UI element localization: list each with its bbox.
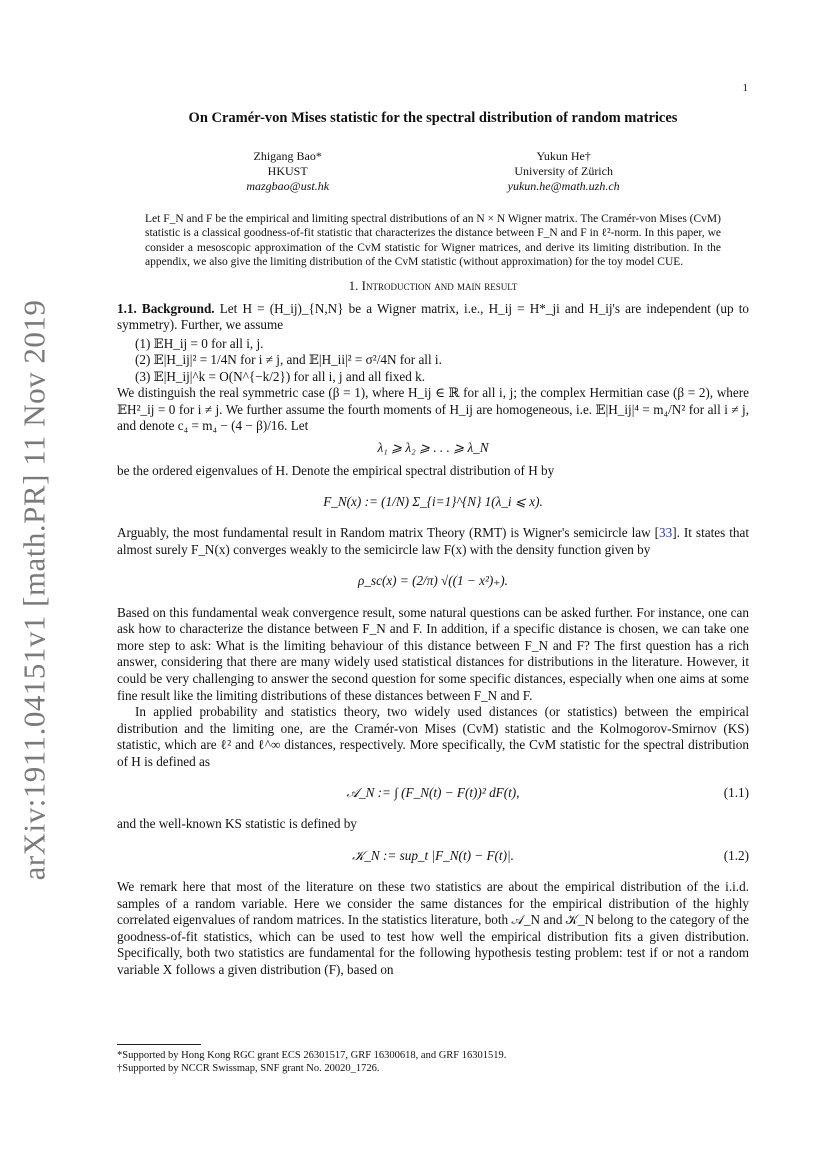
assumption-list xyxy=(135,336,749,385)
paper-title: On Cramér-von Mises statistic for the spectral distribution of random matrices xyxy=(188,110,678,126)
footnote-rule xyxy=(117,1044,201,1045)
paragraph-questions: Based on this fundamental weak convergence result, some natural questions can be asked further. For instance, one can ask how to characterize the distance between F_N and F. In addition, if a specific distance is chosen, we can take one more step to ask: What is the limiting behaviour of this distance between F_N and F? The first question has a rich answer, considering that there are many widely used statistical distances for distributions in the literature. However, it could be very challenging to answer the second question for some specific distances, especially when one aims at some fine result like the limiting distributions of these distances between F_N and F. xyxy=(117,604,749,703)
author-2 xyxy=(508,149,620,194)
arxiv-identifier: arXiv:1911.04151v1 [math.PR] 11 Nov 2019 xyxy=(16,299,51,881)
paragraph-symmetry: We distinguish the real symmetric case (β = 1), where H_ij ∈ ℝ for all i, j; the complex Hermitian case (β = 2), where 𝔼H²_ij = 0 for i ≠ j. We further assume the fourth moments of H_ij are homogeneous, i.e. 𝔼|H_ij|⁴ = m₄/N² for all i ≠ j, and denote c₄ = m₄ − (4 − β)/16. Let xyxy=(117,384,749,434)
equation-number: (1.2) xyxy=(723,847,749,863)
section-heading: 1. Introduction and main result xyxy=(348,277,518,293)
equation-body: 𝒦_N := sup_t |F_N(t) − F(t)|. xyxy=(352,847,514,863)
footnote-2: †Supported by NCCR Swissmap, SNF grant No. 20020_1726. xyxy=(117,1063,380,1074)
paragraph-text: ]. It states that almost surely F_N(x) converges weakly to the semicircle law F(x) with the density function given by xyxy=(117,525,749,557)
paragraph-eigenvalues: be the ordered eigenvalues of H. Denote the empirical spectral distribution of H by xyxy=(117,462,555,478)
paragraph-remark: We remark here that most of the literature on these two statistics are about the empirical distribution of the i.i.d. samples of a random variable. Here we consider the same distances for the empirical distribution of the highly correlated eigenvalues of random matrices. In the statistics literature, both 𝒜_N and 𝒦_N belong to the category of the goodness-of-fit statistics, which can be used to test how well the empirical distribution fits a given distribution. Specifically, both two statistics are fundamental for the following hypothesis testing problem: test if or not a random variable X follows a given distribution (F), based on xyxy=(117,879,749,978)
author-name: Yukun He† xyxy=(536,148,591,163)
equation-ks xyxy=(117,833,749,879)
abstract: Let F_N and F be the empirical and limiting spectral distributions of an N × N Wigner matrix. The Cramér-von Mises (CvM) statistic is a classical goodness-of-fit statistic that characterizes the distance between F_N and F in ℓ²-norm. In this paper, we consider a mesoscopic approximation of the CvM statistic for Wigner matrices, and derive its limiting distribution. In the appendix, we also give the limiting distribution of the CvM statistic (without approximation) for the toy model CUE. xyxy=(145,212,721,269)
paragraph-background xyxy=(117,301,749,334)
author-email[interactable]: mazgbao@ust.hk xyxy=(246,178,330,193)
paragraph-text: Arguably, the most fundamental result in Random matrix Theory (RMT) is Wigner's semicircle law [ xyxy=(117,525,660,541)
paragraph-ks-intro: and the well-known KS statistic is defined by xyxy=(117,816,357,832)
equation-cvm xyxy=(117,770,749,816)
equation-body: 𝒜_N := ∫ (F_N(t) − F(t))² dF(t), xyxy=(346,785,520,801)
author-email[interactable]: yukun.he@math.uzh.ch xyxy=(507,178,620,193)
citation-link[interactable]: 33 xyxy=(659,525,673,541)
footnote-1: *Supported by Hong Kong RGC grant ECS 26301517, GRF 16300618, and GRF 16301519. xyxy=(117,1050,507,1061)
paragraph-semicircle xyxy=(117,525,749,558)
paragraph-statistics: In applied probability and statistics theory, two widely used distances (or statistics) between the empirical distribution and the limiting one, are the Cramér-von Mises (CvM) statistic and the Kolmogorov-Smirnov (KS) statistic, which are ℓ² and ℓ^∞ distances, respectively. More specifically, the CvM statistic for the spectral distribution of H is defined as xyxy=(117,704,749,769)
author-block xyxy=(157,149,709,194)
author-1 xyxy=(246,149,329,194)
assumption-item: (2) 𝔼|H_ij|² = 1/4N for i ≠ j, and 𝔼|H_ii|² = σ²/4N for all i. xyxy=(135,352,442,368)
author-name: Zhigang Bao* xyxy=(253,148,322,163)
equation-eigenvalue-order: λ₁ ⩾ λ₂ ⩾ . . . ⩾ λ_N xyxy=(377,440,489,456)
assumption-item: (3) 𝔼|H_ij|^k = O(N^{−k/2}) for all i, j and all fixed k. xyxy=(135,368,425,384)
subsection-heading: 1.1. Background. xyxy=(117,300,215,316)
main-content xyxy=(117,110,749,979)
equation-empirical-distribution: F_N(x) := (1/N) Σ_{i=1}^{N} 1(λ_i ⩽ x). xyxy=(323,494,543,510)
paragraph-text: Let H = (H_ij)_{N,N} be a Wigner matrix, i.e., H_ij = H*_ji and H_ij's are independent (up to symmetry). Further, we assume xyxy=(117,300,749,333)
page-number: 1 xyxy=(742,82,748,94)
author-affiliation: University of Zürich xyxy=(514,163,613,178)
footnotes xyxy=(117,1044,749,1075)
equation-number: (1.1) xyxy=(723,785,749,801)
author-affiliation: HKUST xyxy=(267,163,308,178)
assumption-item: (1) 𝔼H_ij = 0 for all i, j. xyxy=(135,335,264,351)
equation-semicircle-density: ρ_sc(x) = (2/π) √((1 − x²)₊). xyxy=(358,573,508,589)
arxiv-sidebar xyxy=(14,300,54,880)
